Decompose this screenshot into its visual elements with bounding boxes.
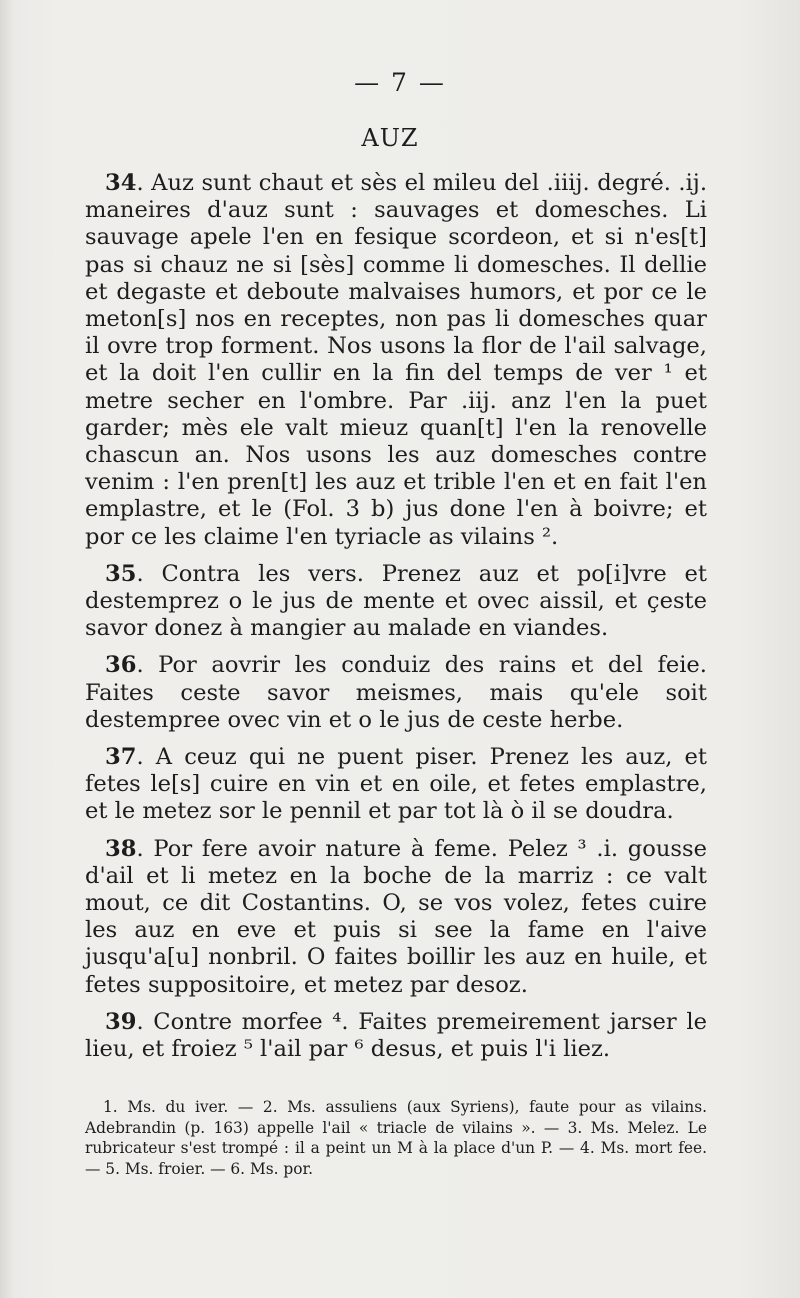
paragraph-text: . Auz sunt chaut et sès el mileu del .iiij. degré. .ij. maneires d'auz sunt : sauvages et domesches. Li sauvage apele l'en en fesique scordeon, et si n'es[t] pas si chauz ne si [sès] comme li domesches. Il dellie et degaste et deboute malvaises humors, et por ce le meton[s] nos en receptes, non pas li domesches quar il ovre trop forment. Nos usons la flor de l'ail salvage, et la doit l'en cullir en la fin del temps de ver ¹ et metre secher en l'ombre. Par .iij. anz l'en la puet garder; mès ele valt mieuz quan[t] l'en la renovelle chascun an. Nos usons les auz domesches contre venim : l'en pren[t] les auz et trible l'en et en fait l'en emplastre, et le (Fol. 3 b) jus done l'en à boivre; et por ce les claime l'en tyriacle as vilains ². (85, 170, 707, 550)
paragraph-text: . Por aovrir les conduiz des rains et del feie. Faites ceste savor meismes, mais qu'ele soit destempree ovec vin et o le jus de ceste herbe. (85, 652, 707, 733)
paragraph-34 (85, 170, 707, 551)
page-number: — 7 — (354, 68, 446, 97)
paragraph-number: 39 (105, 1008, 137, 1035)
paragraph-38 (85, 836, 707, 999)
paragraph-text: . Contre morfee ⁴. Faites premeirement jarser le lieu, et froiez ⁵ l'ail par ⁶ desus, et puis l'i liez. (85, 1008, 707, 1063)
paragraph-number: 37 (105, 744, 137, 771)
paragraph-37 (85, 744, 707, 826)
paragraph-text: . A ceuz qui ne puent piser. Prenez les auz, et fetes le[s] cuire en vin et en oile, et fetes emplastre, et le metez sor le pennil et par tot là ò il se doudra. (85, 744, 707, 825)
paragraph-36 (85, 652, 707, 734)
paragraph-number: 35 (105, 560, 137, 587)
footnotes-text: 1. Ms. du iver. — 2. Ms. assuliens (aux Syriens), faute pour as vilains. Adebrandin (p. 163) appelle l'ail « triacle de vilains ». — 3. Ms. Melez. Le rubricateur s'est trompé : il a peint un M à la place d'un P. — 4. Ms. mort fee. — 5. Ms. froier. — 6. Ms. por. (85, 1098, 707, 1178)
section-heading: AUZ (361, 124, 419, 152)
paragraph-35 (85, 561, 707, 643)
paragraph-39 (85, 1009, 707, 1063)
paragraph-number: 36 (105, 652, 137, 679)
paragraph-number: 38 (105, 835, 137, 862)
body-text (85, 170, 707, 1073)
paragraph-text: . Contra les vers. Prenez auz et po[i]vre et destemprez o le jus de mente et ovec aissil, et çeste savor donez à mangier au malade en viandes. (85, 560, 707, 642)
paragraph-number: 34 (105, 170, 137, 196)
footnotes (85, 1097, 707, 1179)
paragraph-text: . Por fere avoir nature à feme. Pelez ³ .i. gousse d'ail et li metez en la boche de la marriz : ce valt mout, ce dit Costantins. O, se vos volez, fetes cuire les auz en eve et puis si see la fame en l'aive jusqu'a[u] nonbril. O faites boillir les auz en huile, et fetes suppositoire, et metez par desoz. (85, 835, 707, 998)
